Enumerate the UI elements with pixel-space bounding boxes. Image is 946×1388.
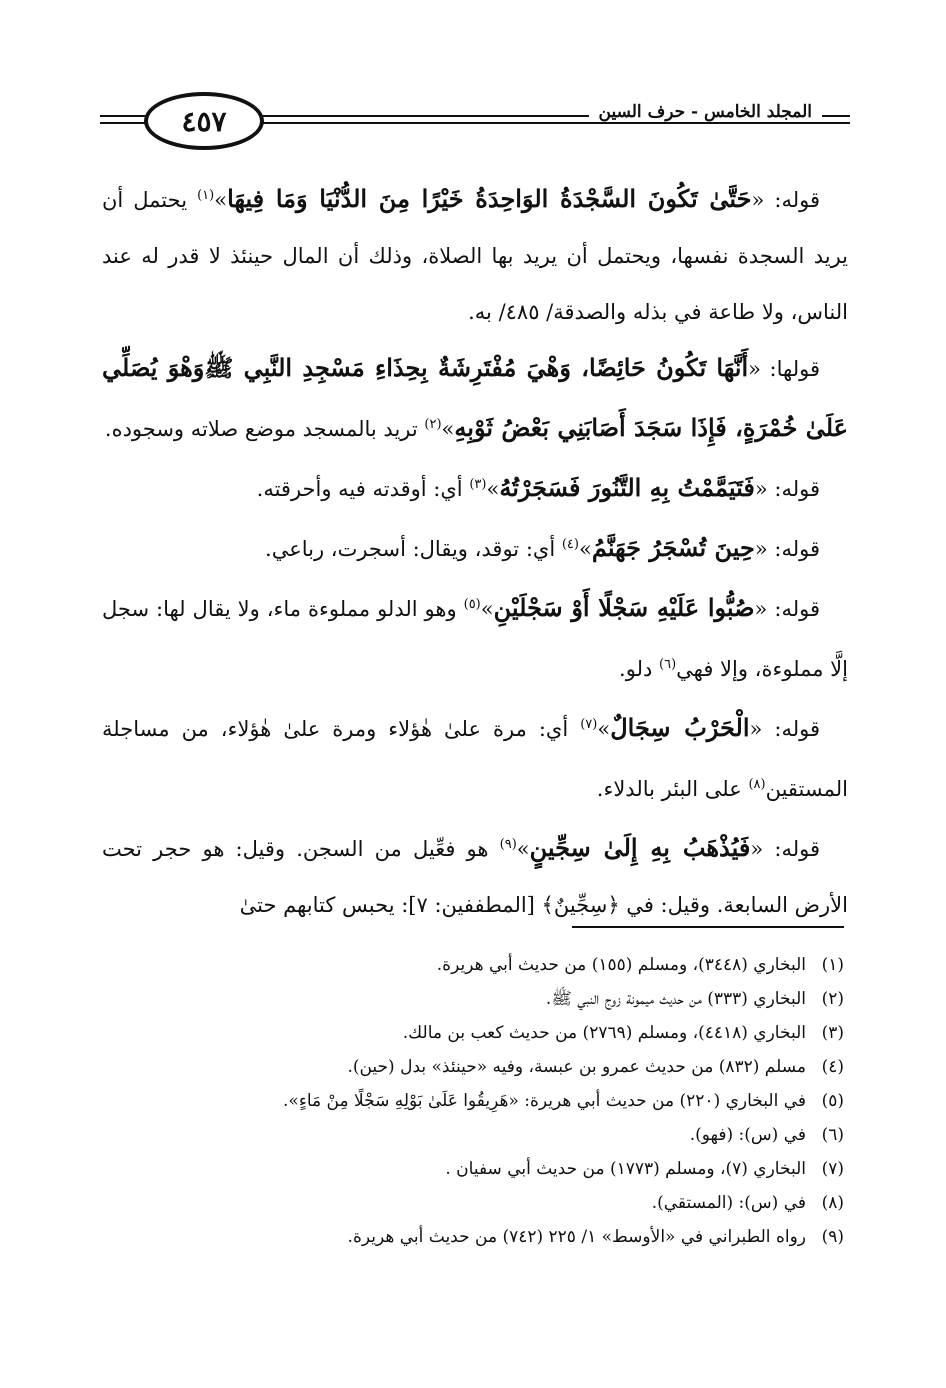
footnotes [102, 948, 848, 1254]
running-title: المجلد الخامس - حرف السين [589, 102, 822, 122]
paragraph-text: يحتمل أن يريد السجدة نفسها، ويحتمل أن يريد بها الصلاة، وذلك أن المال حينئذ لا قدر له عند الناس، ولا طاعة في بذله والصدقة/ ٤٨٥/ به. [102, 188, 848, 324]
paragraph-text: قوله: « [754, 597, 820, 621]
footnote [102, 1016, 848, 1050]
quoted-hadith-text: صُبُّوا عَلَيْهِ سَجْلًا أَوْ سَجْلَيْنِ [493, 593, 755, 622]
paragraph [102, 517, 848, 577]
footnote-text: في (س): (المستقي). [651, 1193, 806, 1213]
paragraph-text: قولها: « [748, 357, 820, 381]
paragraph-text: » [516, 837, 530, 861]
footnote [102, 1084, 848, 1118]
footnote [102, 1152, 848, 1186]
paragraph [102, 168, 848, 340]
quoted-hadith-text: حِينَ تُسْجَرُ جَهَنَّمُ [591, 533, 755, 562]
footnote-text: البخاري (٧)، ومسلم (١٧٧٣) من حديث أبي سفيان . [445, 1159, 806, 1179]
paragraph-text: وهو الدلو مملوءة ماء، ولا يقال لها: سجل إلَّا مملوءة، وإلا فهي [102, 597, 848, 681]
main-text [102, 168, 848, 933]
header-rule [100, 122, 146, 124]
paragraph-text: » [486, 477, 500, 501]
paragraph-text: أي: مرة علىٰ هٰؤلاء ومرة علىٰ هٰؤلاء، من مساجلة المستقين [102, 717, 848, 801]
page-number: ٤٥٧ [144, 92, 264, 150]
paragraph [102, 340, 848, 457]
footnote [102, 1186, 848, 1220]
quoted-hadith-text: أَنَّهَا تَكُونُ حَائِضًا، وَهْيَ مُفْتَرِشَةٌ بِحِذَاءِ مَسْجِدِ النَّبِي ﷺوَهْوَ يُصَلِّي عَلَىٰ خُمْرَةٍ، فَإِذَا سَجَدَ أَصَابَنِي بَعْضُ ثَوْبِهِ [102, 353, 848, 442]
footnote-number: (٦) [821, 1125, 844, 1145]
paragraph-text: » [578, 537, 592, 561]
paragraph-text: قوله: « [750, 837, 820, 861]
quoted-hadith-text: فَتَيَمَّمْتُ بِهِ التَّنُورَ فَسَجَرْتُهُ [499, 473, 755, 502]
footnote-text: البخاري (٣٣٣) من حديث ميمونة زوج النبي ﷺ. [545, 989, 806, 1009]
paragraph-text: » [214, 188, 228, 212]
header-rule [100, 115, 146, 117]
footnote-separator [572, 926, 844, 928]
paragraph-text: أي: أوقدته فيه وأحرقته. [256, 477, 470, 501]
footnote-text: البخاري (٤٤١٨)، ومسلم (٢٧٦٩) من حديث كعب بن مالك. [402, 1023, 806, 1043]
footnote-number: (٥) [821, 1091, 844, 1111]
quoted-hadith-text: حَتَّىٰ تَكُونَ السَّجْدَةُ الوَاحِدَةُ خَيْرًا مِنَ الدُّنْيَا وَمَا فِيهَا [227, 184, 752, 213]
footnote-number: (٧) [821, 1159, 844, 1179]
footnote-text: في البخاري (٢٢٠) من حديث أبي هريرة: «هَرِيقُوا عَلَىٰ بَوْلِهِ سَجْلًا مِنْ مَاءٍ». [283, 1091, 806, 1111]
footnote-text: رواه الطبراني في «الأوسط» ١/ ٢٢٥ (٧٤٢) من حديث أبي هريرة. [347, 1227, 806, 1247]
footnote-marker: (٥) [463, 597, 481, 612]
paragraph-text: قوله: « [749, 717, 820, 741]
paragraph-text: دلو. [619, 657, 659, 681]
footnote-number: (٩) [821, 1227, 844, 1247]
paragraph-text: تريد بالمسجد موضع صلاته وسجوده. [104, 417, 425, 441]
footnote-marker: (١) [197, 188, 215, 203]
paragraph-text: قوله: « [751, 188, 820, 212]
footnote-text: البخاري (٣٤٤٨)، ومسلم (١٥٥) من حديث أبي هريرة. [436, 955, 806, 975]
footnote-marker: (٧) [580, 717, 598, 732]
paragraph-text: على البئر بالدلاء. [596, 777, 749, 801]
header-rule [200, 122, 850, 124]
footnote [102, 1050, 848, 1084]
footnote-text: مسلم (٨٣٢) من حديث عمرو بن عبسة، وفيه «حينئذ» بدل (حين). [347, 1057, 806, 1077]
footnote-marker: (٤) [561, 537, 579, 552]
footnote-marker: (٨) [748, 777, 766, 792]
footnote-marker: (٦) [659, 657, 677, 672]
footnote-text: في (س): (فهو). [689, 1125, 806, 1145]
page-header [100, 92, 850, 154]
footnote-number: (٢) [821, 989, 844, 1009]
footnote [102, 1220, 848, 1254]
quoted-hadith-text: الْحَرْبُ سِجَالٌ [610, 713, 750, 742]
quoted-hadith-text: فَيُذْهَبُ بِهِ إِلَىٰ سِجِّينٍ [529, 833, 751, 862]
paragraph [102, 697, 848, 817]
paragraph-text: » [480, 597, 494, 621]
paragraph-text: » [441, 417, 455, 441]
paragraph-text: » [597, 717, 611, 741]
paragraph [102, 817, 848, 933]
footnote-number: (٤) [821, 1057, 844, 1077]
paragraph [102, 457, 848, 517]
footnote-marker: (٣) [469, 477, 487, 492]
paragraph [102, 577, 848, 697]
paragraph-text: هو فعِّيل من السجن. وقيل: هو حجر تحت الأرض السابعة. وقيل: في ﴿سِجِّينٌ﴾ [المطففين: ٧]: يحبس كتابهم حتىٰ [102, 837, 848, 917]
paragraph-text: قوله: « [754, 537, 820, 561]
paragraph-text: أي: توقد، ويقال: أسجرت، رباعي. [265, 537, 562, 561]
footnote-marker: (٩) [499, 837, 517, 852]
footnote-number: (٣) [821, 1023, 844, 1043]
paragraph-text: قوله: « [754, 477, 820, 501]
footnote-number: (٨) [821, 1193, 844, 1213]
footnote [102, 948, 848, 982]
footnote-number: (١) [821, 955, 844, 975]
footnote-marker: (٢) [424, 417, 442, 432]
footnote [102, 1118, 848, 1152]
footnote [102, 982, 848, 1016]
